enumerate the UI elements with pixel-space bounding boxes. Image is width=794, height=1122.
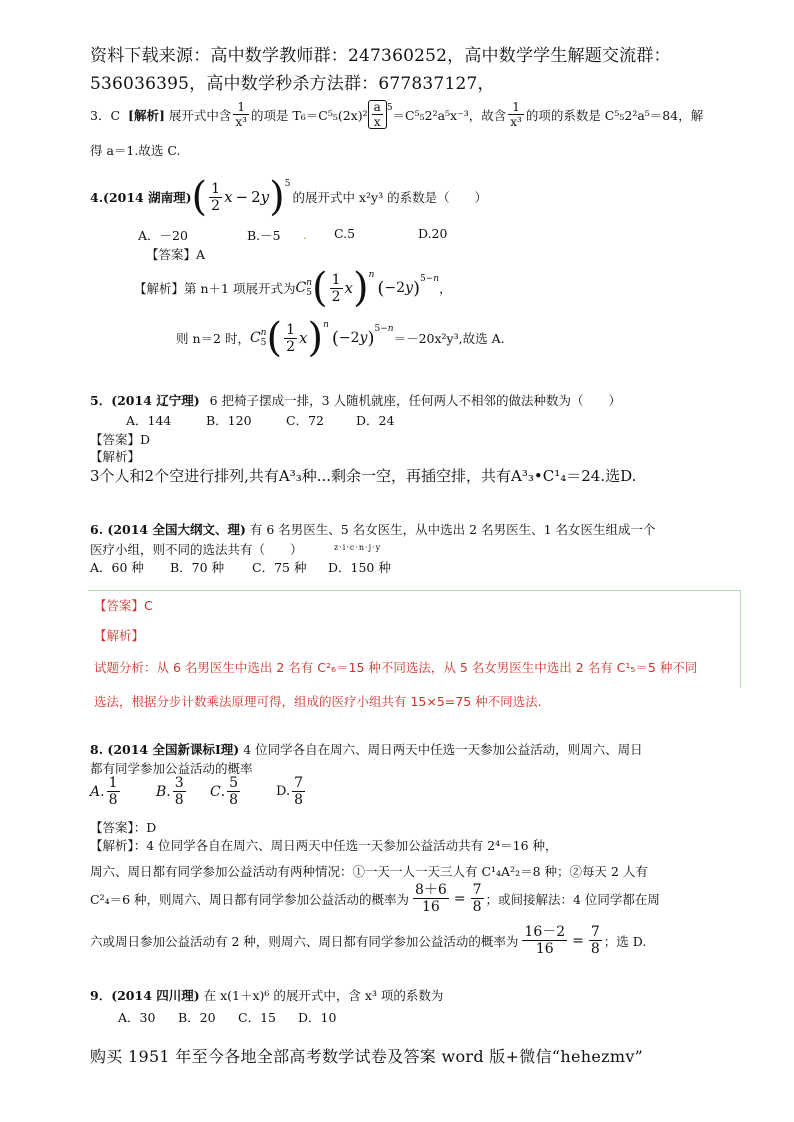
- q8-option-a-den: 8: [108, 792, 118, 808]
- q3-bracket-term: $\frac{a}{x}$: [368, 100, 387, 129]
- q9-option-a: A．30: [118, 1010, 156, 1025]
- q8-option-c-den: 8: [229, 792, 239, 808]
- q8-analysis-4-text: 六或周日参加公益活动有 2 种，则周六、周日都有同学参加公益活动的概率为: [90, 933, 519, 949]
- q5-option-c: C．72: [286, 413, 324, 428]
- q8-label: 8. (2014 全国新课标Ⅰ理): [90, 742, 240, 757]
- q4-option-a: A．－20: [138, 228, 188, 243]
- q8-analysis-3-text: C²₄＝6 种，则周六、周日都有同学参加公益活动的概率为: [90, 891, 410, 907]
- q8-option-b-num: 3: [174, 775, 184, 791]
- q3-analysis-tag: [解析]: [128, 107, 165, 123]
- q4-analysis-text-3: ＝－20x²y³,故选 A.: [393, 331, 505, 346]
- q4-stem-text: 的展开式中 x²y³ 的系数是（ ）: [292, 190, 488, 205]
- q4-open-paren: (: [191, 174, 208, 220]
- q4-stray-dot: .: [303, 227, 307, 242]
- q8-analysis-3-frac2-den: 8: [472, 899, 482, 915]
- q4-analysis-comma: ，: [439, 281, 452, 296]
- q6-option-c: C．75 种: [252, 560, 307, 575]
- q5-option-a: A．144: [126, 413, 172, 428]
- q8-option-b-den: 8: [174, 792, 184, 808]
- q4-analysis-text-1: 第 n＋1 项展开式为: [184, 281, 296, 296]
- q8-analysis-3-post: ；或间接解法：4 位同学都在周: [485, 891, 660, 907]
- q8-answer: 【答案】：D: [90, 820, 157, 835]
- q8-option-d-letter: D.: [276, 784, 291, 799]
- q5-label: 5．(2014 辽宁理): [90, 393, 200, 408]
- q8-analysis-4-post: ；选 D.: [603, 933, 647, 949]
- q8-option-c-letter: C: [210, 783, 221, 800]
- q8-analysis-1: 【解析】：4 位同学各自在周六、周日两天中任选一天参加公益活动共有 2⁴＝16 种，: [90, 838, 558, 853]
- q8-option-d-den: 8: [294, 792, 304, 808]
- q9-stem: [90, 987, 754, 1005]
- q6-option-d: D．150 种: [328, 560, 391, 575]
- q3-line-1: 3．C [解析] 展开式中含 $\frac{1}{\text{x³}}$ 的项是 T₆＝C⁵₅(2x)² $\frac{a}{x}$ $^5$ ＝C⁵₅2²a⁵x⁻³，故含 $\frac{1}{\text{x³}}$ 的项的系数是 C⁵₅2²a⁵＝84，解: [90, 100, 704, 129]
- q3-text-4: 的项的系数是 C⁵₅2²a⁵＝84，解: [525, 107, 704, 123]
- q8-option-a-num: 1: [108, 775, 118, 791]
- q3-answer-letter: 3．C: [90, 107, 121, 123]
- q6-answer: 【答案】C: [94, 598, 153, 613]
- q4-analysis-2: 则 n＝2 时， C n 5 ( $\frac{1}{2}$ x ) $^n$ ( −2 y ) $^{5-n}$ ＝－20x²y³,故选 A.: [176, 315, 505, 361]
- header-line-2: 536036395，高中数学秒杀方法群：677837127，: [90, 74, 495, 94]
- q8-option-b: B . $\frac{3}{8}$: [156, 775, 184, 808]
- q6-option-b: B．70 种: [170, 560, 225, 575]
- q4-fraction-half: $\frac{1}{2}$: [211, 180, 221, 214]
- q3-fraction-2: $\frac{1}{\text{x³}}$: [510, 100, 522, 129]
- header: [90, 42, 754, 98]
- q9-option-b: B．20: [178, 1010, 216, 1025]
- q8-analysis-4-frac2-num: 7: [590, 924, 600, 940]
- q3-text-1: 展开式中含: [168, 107, 232, 123]
- q8-analysis-3: C²₄＝6 种，则周六、周日都有同学参加公益活动的概率为 $\frac{8+6}{16}$ = $\frac{7}{8}$ ；或间接解法：4 位同学都在周: [90, 882, 660, 915]
- q8-analysis-3-frac2-num: 7: [472, 882, 482, 898]
- footer: 购买 1951 年至今各地全部高考数学试卷及答案 word 版+微信“hehezmv”: [90, 1047, 644, 1066]
- q8-analysis-4-frac2-den: 8: [590, 941, 600, 957]
- q8-option-c: C . $\frac{5}{8}$: [210, 775, 239, 808]
- q6-analysis-2: 选法，根据分步计数乘法原理可得，组成的医疗小组共有 15×5=75 种不同选法.: [94, 694, 542, 709]
- q4-stem: 4.(2014 湖南理) ( $\frac{1}{2}$ x − 2 y ) $^5$ 的展开式中 x²y³ 的系数是（ ）: [90, 174, 488, 220]
- q9-option-d: D．10: [298, 1010, 337, 1025]
- q4-answer: 【答案】A: [146, 247, 206, 262]
- q5-option-b: B．120: [206, 413, 252, 428]
- q8-analysis-3-frac1-num: 8＋6: [415, 882, 447, 898]
- q4-close-paren: ): [269, 174, 285, 220]
- q4-analysis-tag: 【解析】: [134, 281, 185, 296]
- q4-option-b: B.－5: [247, 228, 281, 243]
- q8-option-a: A . $\frac{1}{8}$: [90, 775, 118, 808]
- q5-answer: 【答案】D: [90, 432, 151, 447]
- q6-stem-1: [90, 521, 754, 539]
- q4-option-c: C.5: [334, 226, 356, 241]
- q9-stem-text: 在 x(1＋x)⁶ 的展开式中，含 x³ 项的系数为: [203, 988, 444, 1003]
- q8-analysis-4-frac1-den: 16: [535, 941, 554, 957]
- q3-text-3: ＝C⁵₅2²a⁵x⁻³，故含: [392, 107, 507, 123]
- q4-analysis-text-2: 则 n＝2 时，: [176, 331, 250, 346]
- q8-option-c-num: 5: [229, 775, 239, 791]
- q9-option-c: C．15: [238, 1010, 276, 1025]
- q6-watermark: z·i·c·n·j·y: [334, 543, 382, 552]
- q4-option-d: D.20: [418, 226, 448, 241]
- q5-option-d: D．24: [356, 413, 395, 428]
- q8-stem-1: [90, 741, 754, 759]
- q8-analysis-2: 周六、周日都有同学参加公益活动有两种情况：①一天一人一天三人有 C¹₄A²₂＝8 种；②每天 2 人有: [90, 864, 648, 879]
- q8-analysis-4: 六或周日参加公益活动有 2 种，则周六、周日都有同学参加公益活动的概率为 $\frac{16-2}{16}$ = $\frac{7}{8}$ ；选 D.: [90, 924, 647, 957]
- q3-fraction-1: $\frac{1}{\text{x³}}$: [235, 100, 247, 129]
- q8-option-d-num: 7: [294, 775, 304, 791]
- q5-stem: [90, 392, 754, 410]
- q6-stem-text-1: 有 6 名男医生、5 名女医生，从中选出 2 名男医生、1 名女医生组成一个: [249, 522, 656, 537]
- q3-text-2: 的项是 T₆＝C⁵₅(2x)²: [250, 107, 368, 123]
- q8-stem-text-1: 4 位同学各自在周六、周日两天中任选一天参加公益活动，则周六、周日: [243, 742, 643, 757]
- q4-label: 4.(2014 湖南理): [90, 190, 192, 205]
- q5-stem-text: 6 把椅子摆成一排，3 人随机就座，任何两人不相邻的做法种数为（ ）: [209, 393, 622, 408]
- q5-analysis-tag: 【解析】: [90, 449, 141, 464]
- q6-analysis-tag: 【解析】: [94, 628, 145, 643]
- q8-analysis-3-frac1-den: 16: [422, 899, 440, 915]
- q3-line-2: 得 a＝1.故选 C.: [90, 143, 181, 158]
- q6-stem-2: 医疗小组，则不同的选法共有（ ）: [90, 542, 303, 557]
- q8-option-a-letter: A: [90, 783, 101, 800]
- q8-option-d: [276, 776, 307, 807]
- q9-label: 9．(2014 四川理): [90, 988, 200, 1003]
- q8-analysis-4-frac1-num: 16－2: [524, 924, 566, 940]
- q5-analysis: 3个人和2个空进行排列,共有A³₃种...剩余一空，再插空排，共有A³₃•C¹₄＝24.选D.: [90, 467, 637, 485]
- header-line-1: 资料下载来源：高中数学教师群：247360252，高中数学学生解题交流群：: [90, 46, 671, 66]
- q6-analysis-1: 试题分析：从 6 名男医生中选出 2 名有 C²₆＝15 种不同选法，从 5 名女男医生中选出 2 名有 C¹₅＝5 种不同: [94, 660, 698, 675]
- q8-stem-2: 都有同学参加公益活动的概率: [90, 761, 253, 776]
- q6-label: 6. (2014 全国大纲文、理): [90, 522, 246, 537]
- q4-analysis-1: 【解析】 第 n＋1 项展开式为 C n 5 ( $\frac{1}{2}$ x ) $^n$ ( −2 y ) $^{5-n}$ ，: [134, 265, 452, 311]
- q8-option-b-letter: B: [156, 783, 167, 800]
- q6-option-a: A．60 种: [90, 560, 144, 575]
